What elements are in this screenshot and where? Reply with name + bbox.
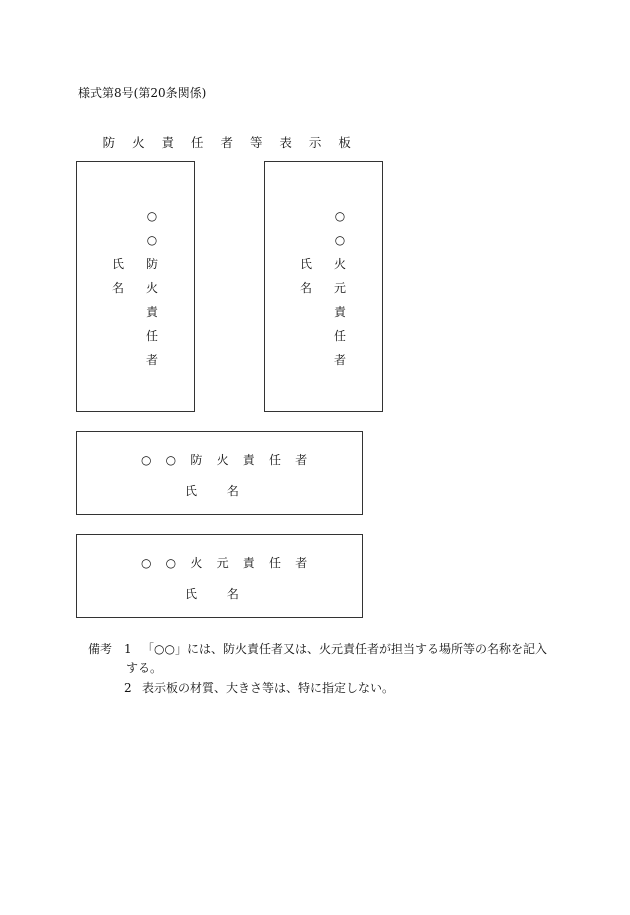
document-title: 防 火 責 任 者 等 表 示 板 [102, 135, 358, 150]
notes-heading: 備考 [88, 642, 113, 656]
role-char: 防 [145, 257, 158, 271]
note-number: 1 [124, 642, 132, 656]
role-column [145, 204, 159, 372]
name-line: 氏 名 [185, 484, 239, 498]
role-char: 者 [145, 353, 158, 367]
role-char: 者 [333, 353, 346, 367]
horizontal-board-fire-prevention [76, 431, 363, 515]
name-char: 氏 [299, 257, 312, 271]
name-column [299, 252, 313, 300]
role-char: 任 [145, 329, 158, 343]
role-char: 火 [333, 257, 346, 271]
role-char: 元 [333, 281, 346, 295]
vertical-board-fire-source [264, 161, 383, 412]
role-char: 火 [145, 281, 158, 295]
role-column [333, 204, 347, 372]
note-text: 「○○」には、防火責任者又は、火元責任者が担当する場所等の名称を記入 [142, 642, 547, 656]
role-char: 責 [333, 305, 346, 319]
vertical-board-fire-prevention [76, 161, 195, 412]
role-char: 責 [145, 305, 158, 319]
role-char: ○ [146, 209, 158, 223]
role-char: ○ [334, 209, 346, 223]
role-char: 任 [333, 329, 346, 343]
role-line: ○ ○ 防 火 責 任 者 [141, 453, 313, 467]
name-char: 氏 [111, 257, 124, 271]
role-char: ○ [146, 233, 158, 247]
name-column [111, 252, 125, 300]
horizontal-board-fire-source [76, 534, 363, 618]
name-char: 名 [111, 281, 124, 295]
note-text: 表示板の材質、大きさ等は、特に指定しない。 [142, 681, 395, 695]
note-text-continuation: する。 [126, 661, 163, 675]
role-char: ○ [334, 233, 346, 247]
role-line: ○ ○ 火 元 責 任 者 [141, 556, 313, 570]
form-number-label: 様式第8号(第20条関係) [78, 86, 207, 100]
name-char: 名 [299, 281, 312, 295]
note-number: 2 [124, 681, 132, 695]
name-line: 氏 名 [185, 587, 239, 601]
